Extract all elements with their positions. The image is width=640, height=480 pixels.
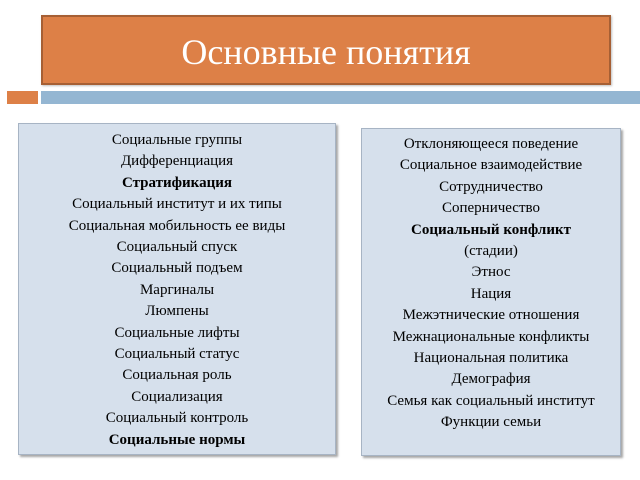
- accent-divider-bar: [41, 91, 640, 104]
- slide-title: Основные понятия: [181, 32, 471, 72]
- concept-item: Социальный подъем: [111, 260, 243, 277]
- concept-item: Социальный статус: [114, 346, 240, 363]
- concept-item-bold: Стратификация: [122, 174, 232, 191]
- concept-item: Социальный институт и их типы: [72, 196, 282, 213]
- concept-item: Межэтнические отношения: [402, 307, 580, 324]
- concept-item: Социальный спуск: [116, 239, 238, 256]
- concept-item: Социальные группы: [111, 132, 243, 148]
- concept-item: Сотрудничество: [439, 178, 543, 195]
- concept-item: Социальная мобильность ее виды: [68, 217, 286, 234]
- concept-item: Маргиналы: [139, 281, 215, 298]
- concept-item: Семья как социальный институт: [387, 392, 595, 409]
- concept-item: Межнациональные конфликты: [392, 328, 590, 345]
- left-concepts-box: [18, 123, 336, 455]
- title-banner: [41, 15, 611, 85]
- concept-item: Этнос: [471, 264, 511, 281]
- concept-item: Люмпены: [145, 303, 209, 320]
- concept-item-bold: Социальный конфликт: [410, 221, 571, 238]
- concept-item: Социальное взаимодействие: [399, 157, 583, 174]
- right-concepts-box: [361, 128, 621, 456]
- concept-item: Национальная политика: [413, 350, 569, 367]
- concept-item: Дифференциация: [120, 153, 234, 170]
- concept-item: Социализация: [131, 388, 223, 405]
- concept-item: Соперничество: [441, 200, 540, 217]
- accent-square: [7, 91, 38, 104]
- concept-item: Отклоняющееся поведение: [403, 136, 579, 152]
- concept-item: Социальные лифты: [114, 324, 240, 341]
- concept-item: Функции семьи: [440, 414, 542, 431]
- concept-item: Социальный контроль: [105, 410, 249, 427]
- concept-item: Демография: [451, 371, 531, 388]
- concept-item: Социальная роль: [122, 367, 232, 384]
- concept-item-bold: Социальные нормы: [108, 431, 246, 448]
- concept-item: (стадии): [464, 243, 518, 260]
- concept-item: Нация: [470, 285, 512, 302]
